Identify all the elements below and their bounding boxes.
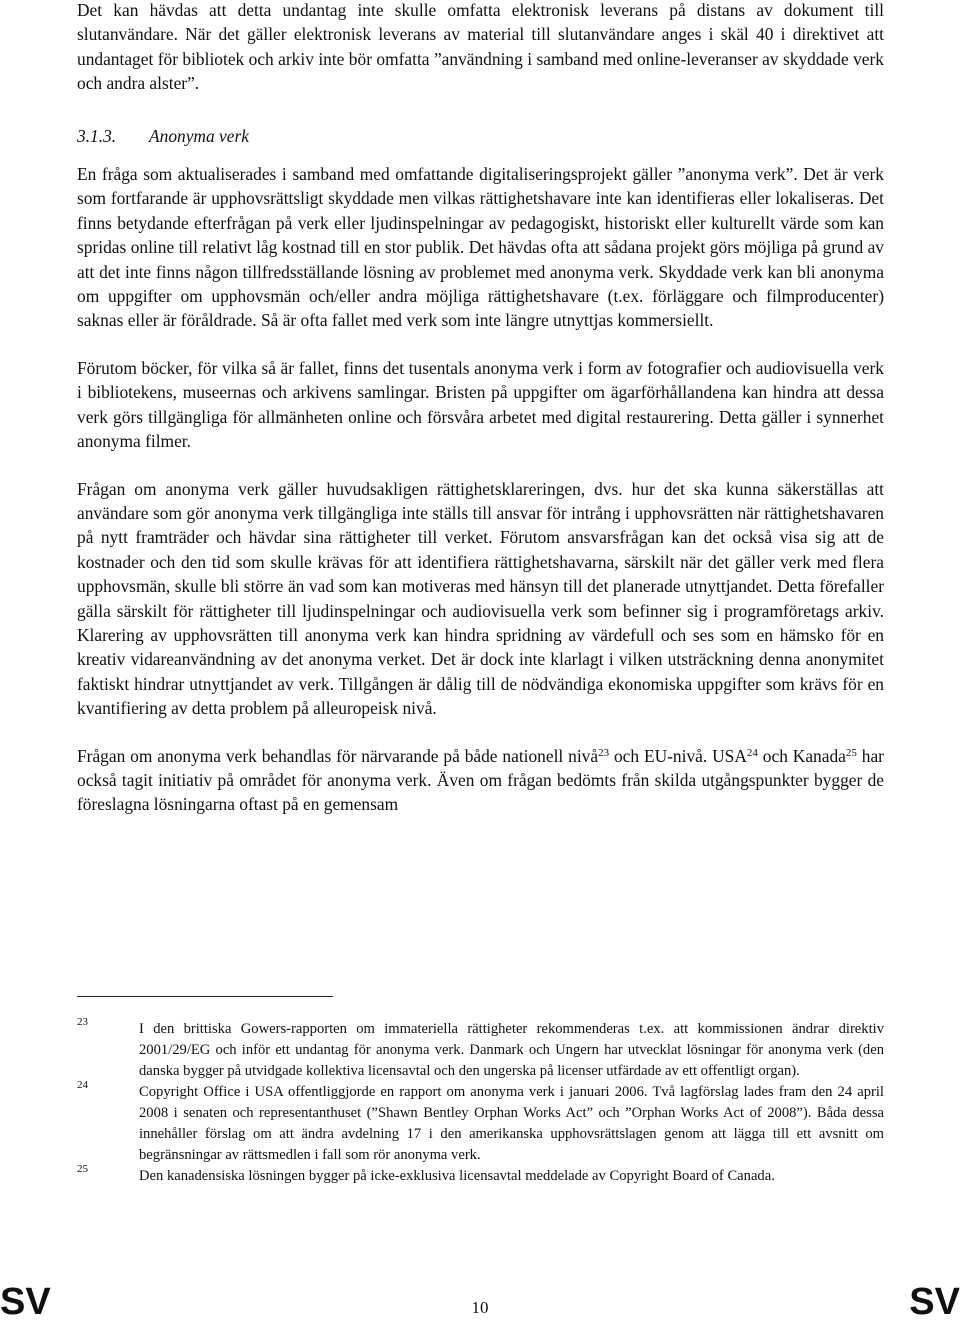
- paragraph-rights-clearance: Frågan om anonyma verk gäller huvudsakligen rättighetsklareringen, dvs. hur det ska kunna säkerställas att användare som gör anonyma verk tillgängliga inte ställs till ansvar för intrång i upphovsrätten när rättighetshavaren på nytt framträder och hävdar sina rättigheter till verket. Förutom ansvarsfrågan kan det också visa sig att de kostnader och den tid som skulle krävas för att identifiera rättighetshavarna, särskilt när det gäller verk med flera upphovsmän, skulle bli större än vad som kan motiveras med hänsyn till det planerade utnyttjandet. Detta förefaller gälla särskilt för rättigheter till ljudinspelningar och audiovisuella verk som befinner sig i programföretags arkiv. Klarering av upphovsrätten till anonyma verk kan hindra spridning av värdefull och ses som en hämsko för en kreativ vidareanvändning av det anonyma verket. Det är dock inte klarlagt i vilken utsträckning denna anonymitet faktiskt hindrar utnyttjandet av verk. Tillgången är dålig till de nödvändiga ekonomiska uppgifter som krävs för en kvantifiering av detta problem på alleuropeisk nivå.: [77, 478, 884, 719]
- footnote-text: I den brittiska Gowers-rapporten om immateriella rättigheter rekommenderas t.ex. att kommissionen ändrar direktiv 2001/29/EG och inför ett undantag för anonyma verk. Danmark och Ungern har utvecklat lösningar för anonyma verk (den danska bygger på utvidgade kollektiva licensavtal och den ungerska på licenser utfärdade av ett offentligt organ).: [139, 1021, 884, 1079]
- footnote-text: Copyright Office i USA offentliggjorde en rapport om anonyma verk i januari 2006. Två lagförslag lades fram den 24 april 2008 i senaten och representanthuset (”Shawn Bentley Orphan Works Act” och ”Orphan Works Act of 2008”). Båda dessa innehåller förslag om att ändra avdelning 17 i den amerikanska upphovsrättslagen genom att lägga till ett avsnitt om begränsningar av rättsmedlen i fall som rör anonyma verk.: [139, 1084, 884, 1163]
- section-number: 3.1.3.: [77, 125, 117, 146]
- language-label-right: SV: [909, 1281, 960, 1323]
- paragraph-intro: Det kan hävdas att detta undantag inte skulle omfatta elektronisk leverans på distans av dokument till slutanvändare. När det gäller elektronisk leverans av material till slutanvändare anges i skäl 40 i direktivet att undantaget för bibliotek och arkiv inte bör omfatta ”användning i samband med online-leveranser av skyddade verk och andra alster”.: [77, 0, 884, 94]
- paragraph-text-part: har också tagit initiativ på området för anonyma verk. Även om frågan bedömts från skilda utgångspunkter bygger de föreslagna lösningarna oftast på en gemensam: [77, 745, 884, 815]
- footnote-24: [77, 1079, 884, 1166]
- footnote-ref-25[interactable]: 25: [845, 746, 857, 759]
- footnotes: [77, 1016, 884, 1187]
- footnote-ref-23[interactable]: 23: [598, 746, 610, 759]
- paragraph-national-eu-level: [77, 744, 884, 817]
- paragraph-text-part: och EU-nivå. USA: [609, 745, 747, 766]
- footnote-number: 23: [77, 1016, 88, 1028]
- footnote-number: 24: [77, 1079, 88, 1091]
- paragraph-text-part: och Kanada: [757, 745, 846, 766]
- footnote-separator: [77, 996, 333, 997]
- paragraph-books-and-collections: Förutom böcker, för vilka så är fallet, finns det tusentals anonyma verk i form av fotografier och audiovisuella verk i bibliotekens, museernas och arkivens samlingar. Bristen på uppgifter om ägarförhållandena kan hindra att dessa verk görs tillgängliga för allmänheten online och försvåra arbetet med digital restaurering. Detta gäller i synnerhet anonyma filmer.: [77, 357, 884, 452]
- paragraph-anonymous-works: En fråga som aktualiserades i samband med omfattande digitaliseringsprojekt gäller ”anonyma verk”. Det är verk som fortfarande är upphovsrättsligt skyddade men vilkas rättighetshavare inte kan identifieras eller lokaliseras. Det finns betydande efterfrågan på verk eller ljudinspelningar av pedagogiskt, historiskt eller kulturellt värde som kan spridas online till relativt låg kostnad till en stor publik. Det hävdas ofta att sådana projekt görs möjliga på grund av att det inte finns någon tillfredsställande lösning av problemet med anonyma verk. Skyddade verk kan bli anonyma om uppgifter om upphovsmän och/eller andra möjliga rättighetshavare (t.ex. förläggare och filmproducenter) saknas eller är föråldrade. Så är ofta fallet med verk som inte längre utnyttjas kommersiellt.: [77, 164, 884, 331]
- footnote-text: Den kanadensiska lösningen bygger på icke-exklusiva licensavtal meddelade av Copyright Board of Canada.: [139, 1168, 775, 1184]
- page-number: 10: [471, 1298, 489, 1317]
- paragraph-text-part: Frågan om anonyma verk behandlas för närvarande på både nationell nivå: [77, 745, 599, 766]
- footnote-25: [77, 1163, 884, 1187]
- footnote-number: 25: [77, 1163, 88, 1175]
- footnote-ref-24[interactable]: 24: [746, 746, 758, 759]
- footnote-23: [77, 1016, 884, 1082]
- language-label-left: SV: [0, 1281, 51, 1323]
- section-heading: [77, 124, 884, 148]
- document-body: [77, 0, 884, 817]
- section-title: Anonyma verk: [149, 125, 249, 146]
